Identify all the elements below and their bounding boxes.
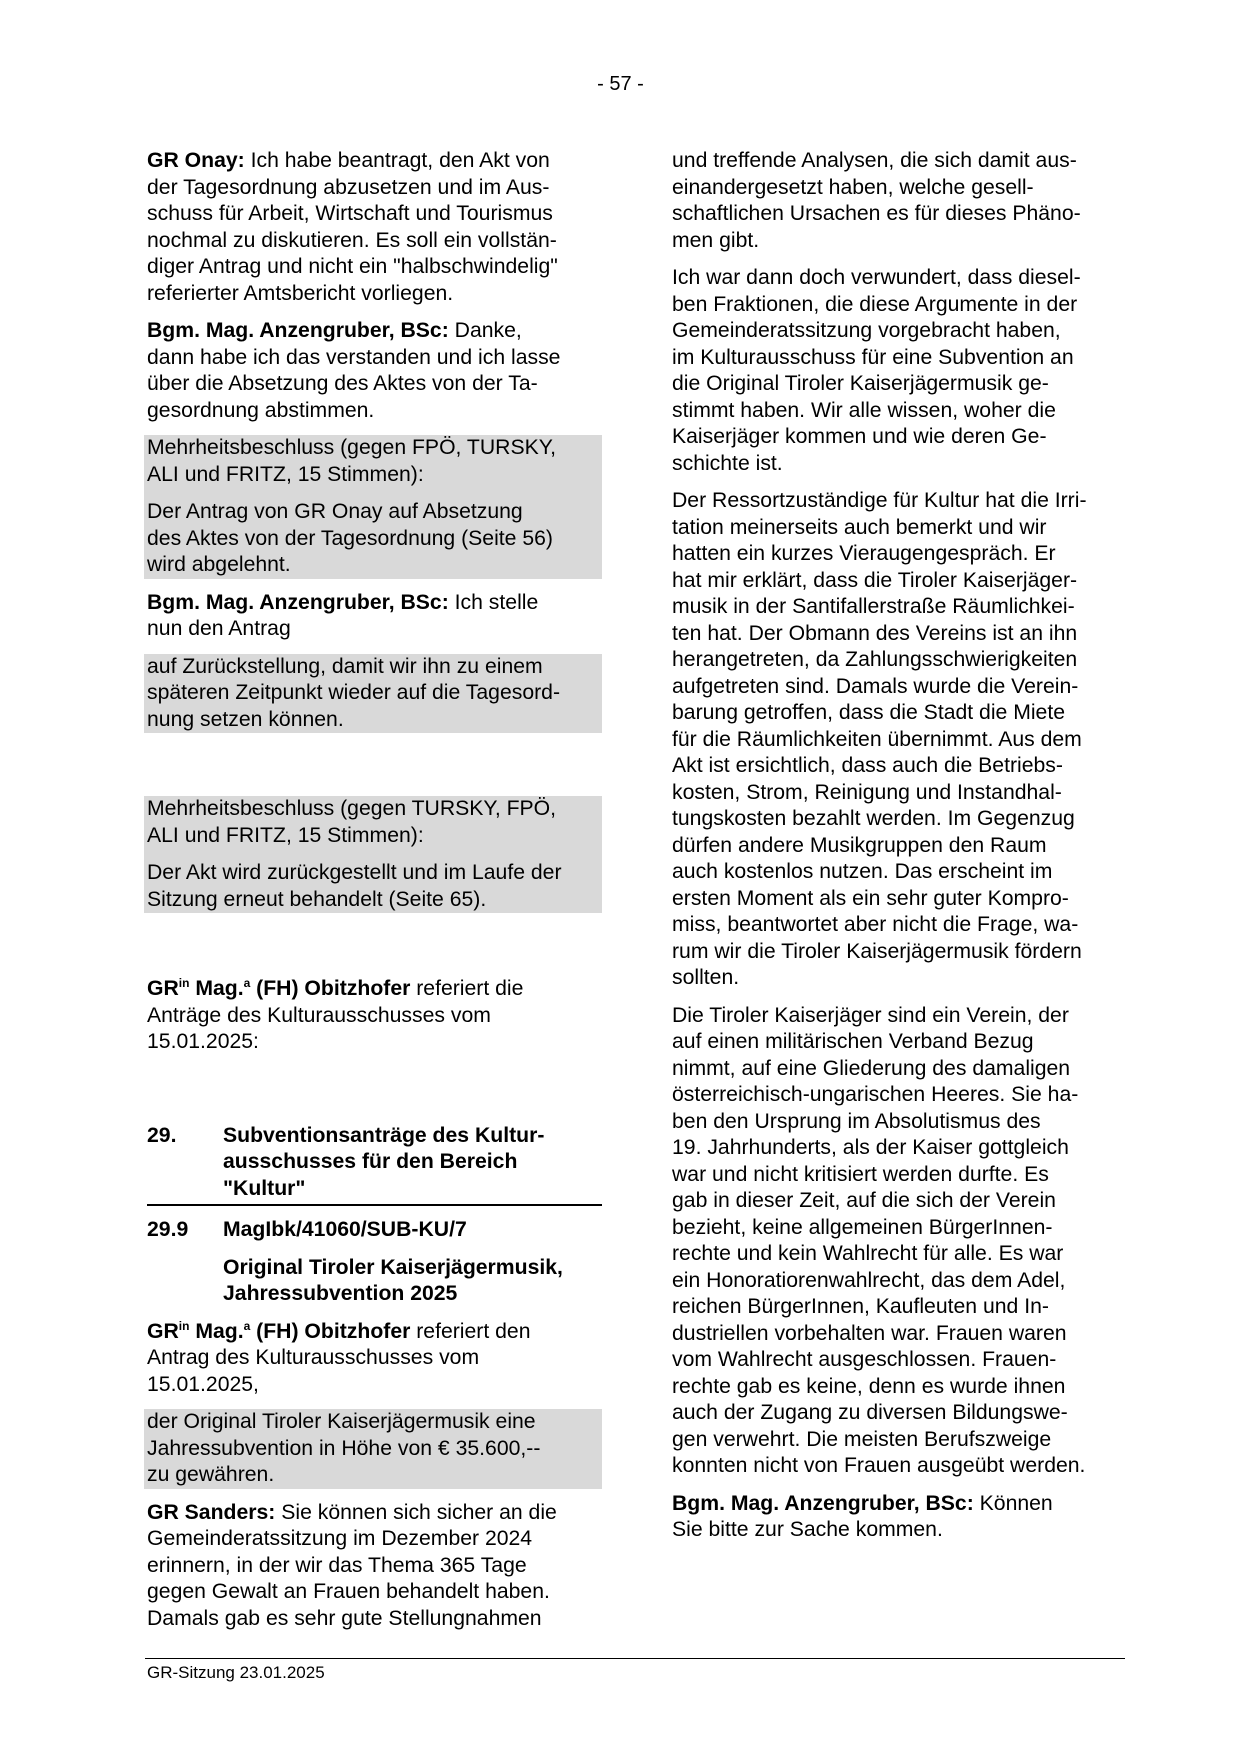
speaker-name: Bgm. Mag. Anzengruber, BSc: [147, 590, 449, 614]
resolution-result: Mehrheitsbeschluss (gegen TURSKY, FPÖ, ALI und FRITZ, 15 Stimmen): [147, 797, 557, 847]
speech-text: Ich stelle nun den Antrag [147, 590, 539, 640]
agenda-number: 29.9 [147, 1218, 189, 1241]
speech-paragraph: Ich war dann doch verwundert, dass diesel- ben Fraktionen, die diese Argumente in der Gemeinderatssitzung vorgebracht haben, im Kulturausschuss für eine Subvention an die Original Tiroler Kaiserjägermusik ge- stimmt haben. Wir alle wissen, woher die Kaiserjäger kommen und wie deren Ge- schichte ist. [672, 266, 1081, 475]
speaker-name: $GR^{in}$ Mag.$^a$ (FH) Obitzhofer [147, 976, 411, 1000]
agenda-item-29 [147, 1123, 602, 1207]
agenda-item-29-9-title [147, 1255, 607, 1308]
resolution-result: Mehrheitsbeschluss (gegen FPÖ, TURSKY, ALI und FRITZ, 15 Stimmen): [147, 436, 557, 486]
speech-paragraph: Die Tiroler Kaiserjäger sind ein Verein, der auf einen militärischen Verband Bezug nimmt, auf eine Gliederung des damaligen österreichisch-ungarischen Heeres. Sie ha- ben den Ursprung im Absolutismus des 19. Jahrhunderts, als der Kaiser gottgleich war und nicht kritisiert werden durfte. Es gab in dieser Zeit, auf die sich der Verein bezieht, keine allgemeinen BürgerInnen- rechte und kein Wahlrecht für alle. Es war ein Honoratiorenwahlrecht, das dem Adel, reichen BürgerInnen, Kaufleuten und In- dustriellen vorbehalten war. Frauen waren vom Wahlrecht ausgeschlossen. Frauen- rechte gab es keine, denn es wurde ihnen auch der Zugang zu diversen Bildungswe- gen verwehrt. Die meisten Berufszweige konnten nicht von Frauen ausgeübt werden. [672, 1003, 1086, 1477]
report-obitzhofer-2 [147, 1319, 607, 1399]
agenda-code: MagIbk/41060/SUB-KU/7 [223, 1218, 467, 1241]
speaker-name: GR Sanders: [147, 1500, 276, 1524]
speaker-name: GR Onay: [147, 149, 245, 172]
speaker-name: $GR^{in}$ Mag.$^a$ (FH) Obitzhofer [147, 1318, 411, 1343]
speech-text: Können Sie bitte zur Sache kommen. [672, 1491, 1053, 1541]
agenda-title: Original Tiroler Kaiserjägermusik, Jahressubvention 2025 [223, 1255, 563, 1305]
resolution-block-1 [144, 435, 602, 579]
agenda-item-29-9 [147, 1217, 607, 1244]
motion-text: auf Zurückstellung, damit wir ihn zu einem späteren Zeitpunkt wieder auf die Tagesord- nung setzen können. [147, 654, 561, 731]
report-obitzhofer-1 [147, 976, 607, 1056]
speech-continuation: und treffende Analysen, die sich damit aus- einandergesetzt haben, welche gesell- schaftlichen Ursachen es für dieses Phäno- men gibt. [672, 149, 1081, 252]
speech-text: Danke, dann habe ich das verstanden und ich lasse über die Absetzung des Aktes von der Ta- gesordnung abstimmen. [147, 319, 561, 422]
motion-block-1 [144, 654, 602, 734]
footer-text: GR-Sitzung 23.01.2025 [147, 1663, 325, 1682]
agenda-title: Subventionsanträge des Kultur- ausschusses für den Bereich "Kultur" [223, 1123, 545, 1200]
report-text: referiert die Anträge des Kulturausschusses vom 15.01.2025: [147, 977, 524, 1053]
speech-anzengruber-2 [147, 590, 607, 643]
motion-block-2 [144, 1409, 602, 1489]
speech-sanders [147, 1500, 607, 1633]
spacer [147, 1067, 607, 1123]
resolution-block-2 [144, 796, 602, 913]
right-column [672, 148, 1132, 1555]
footer-divider [145, 1658, 1125, 1659]
motion-text: der Original Tiroler Kaiserjägermusik eine Jahressubvention in Höhe von € 35.600,-- zu gewähren. [147, 1410, 541, 1486]
speech-anzengruber-1 [147, 318, 607, 424]
speech-text: Sie können sich sicher an die Gemeinderatssitzung im Dezember 2024 erinnern, in der wir das Thema 365 Tage gegen Gewalt an Frauen behandelt haben. Damals gab es sehr gute Stellungnahmen [147, 1500, 557, 1630]
speaker-name: Bgm. Mag. Anzengruber, BSc: [147, 319, 449, 342]
speech-paragraph: Der Ressortzuständige für Kultur hat die Irri- tation meinerseits auch bemerkt und wir hatten ein kurzes Vieraugengespräch. Er hat mir erklärt, dass die Tiroler Kaiserjäger- musik in der Santifallerstraße Räumlichkei- ten hat. Der Obmann des Vereins ist an ihn herangetreten, da Zahlungsschwierigkeiten aufgetreten sind. Damals wurde die Verein- barung getroffen, dass die Stadt die Miete für die Räumlichkeiten übernimmt. Aus dem Akt ist ersichtlich, dass auch die Betriebs- kosten, Strom, Reinigung und Instandhal- tungskosten bezahlt werden. Im Gegenzug dürfen andere Musikgruppen den Raum auch kostenlos nutzen. Das erscheint im ersten Moment als ein sehr guter Kompro- miss, beantwortet aber nicht die Frage, wa- rum wir die Tiroler Kaiserjägermusik fördern sollten. [672, 489, 1087, 989]
page-number: - 57 - [597, 73, 644, 95]
speech-onay [147, 148, 607, 307]
left-column [147, 148, 607, 1643]
spacer [147, 744, 607, 796]
spacer [147, 924, 607, 976]
resolution-text: Der Antrag von GR Onay auf Absetzung des Aktes von der Tagesordnung (Seite 56) wird abgelehnt. [147, 500, 553, 576]
speaker-name: Bgm. Mag. Anzengruber, BSc: [672, 1491, 974, 1515]
speech-anzengruber-3 [672, 1491, 1132, 1544]
agenda-number: 29. [147, 1123, 177, 1147]
report-text: referiert den Antrag des Kulturausschusses vom 15.01.2025, [147, 1319, 531, 1396]
resolution-text: Der Akt wird zurückgestellt und im Laufe der Sitzung erneut behandelt (Seite 65). [147, 861, 562, 911]
speech-text: Ich habe beantragt, den Akt von der Tagesordnung abzusetzen und im Aus- schuss für Arbeit, Wirtschaft und Tourismus nochmal zu diskutieren. Es soll ein vollstän- diger Antrag und nicht ein "halbschwindelig" referierter Amtsbericht vorliegen. [147, 149, 558, 305]
